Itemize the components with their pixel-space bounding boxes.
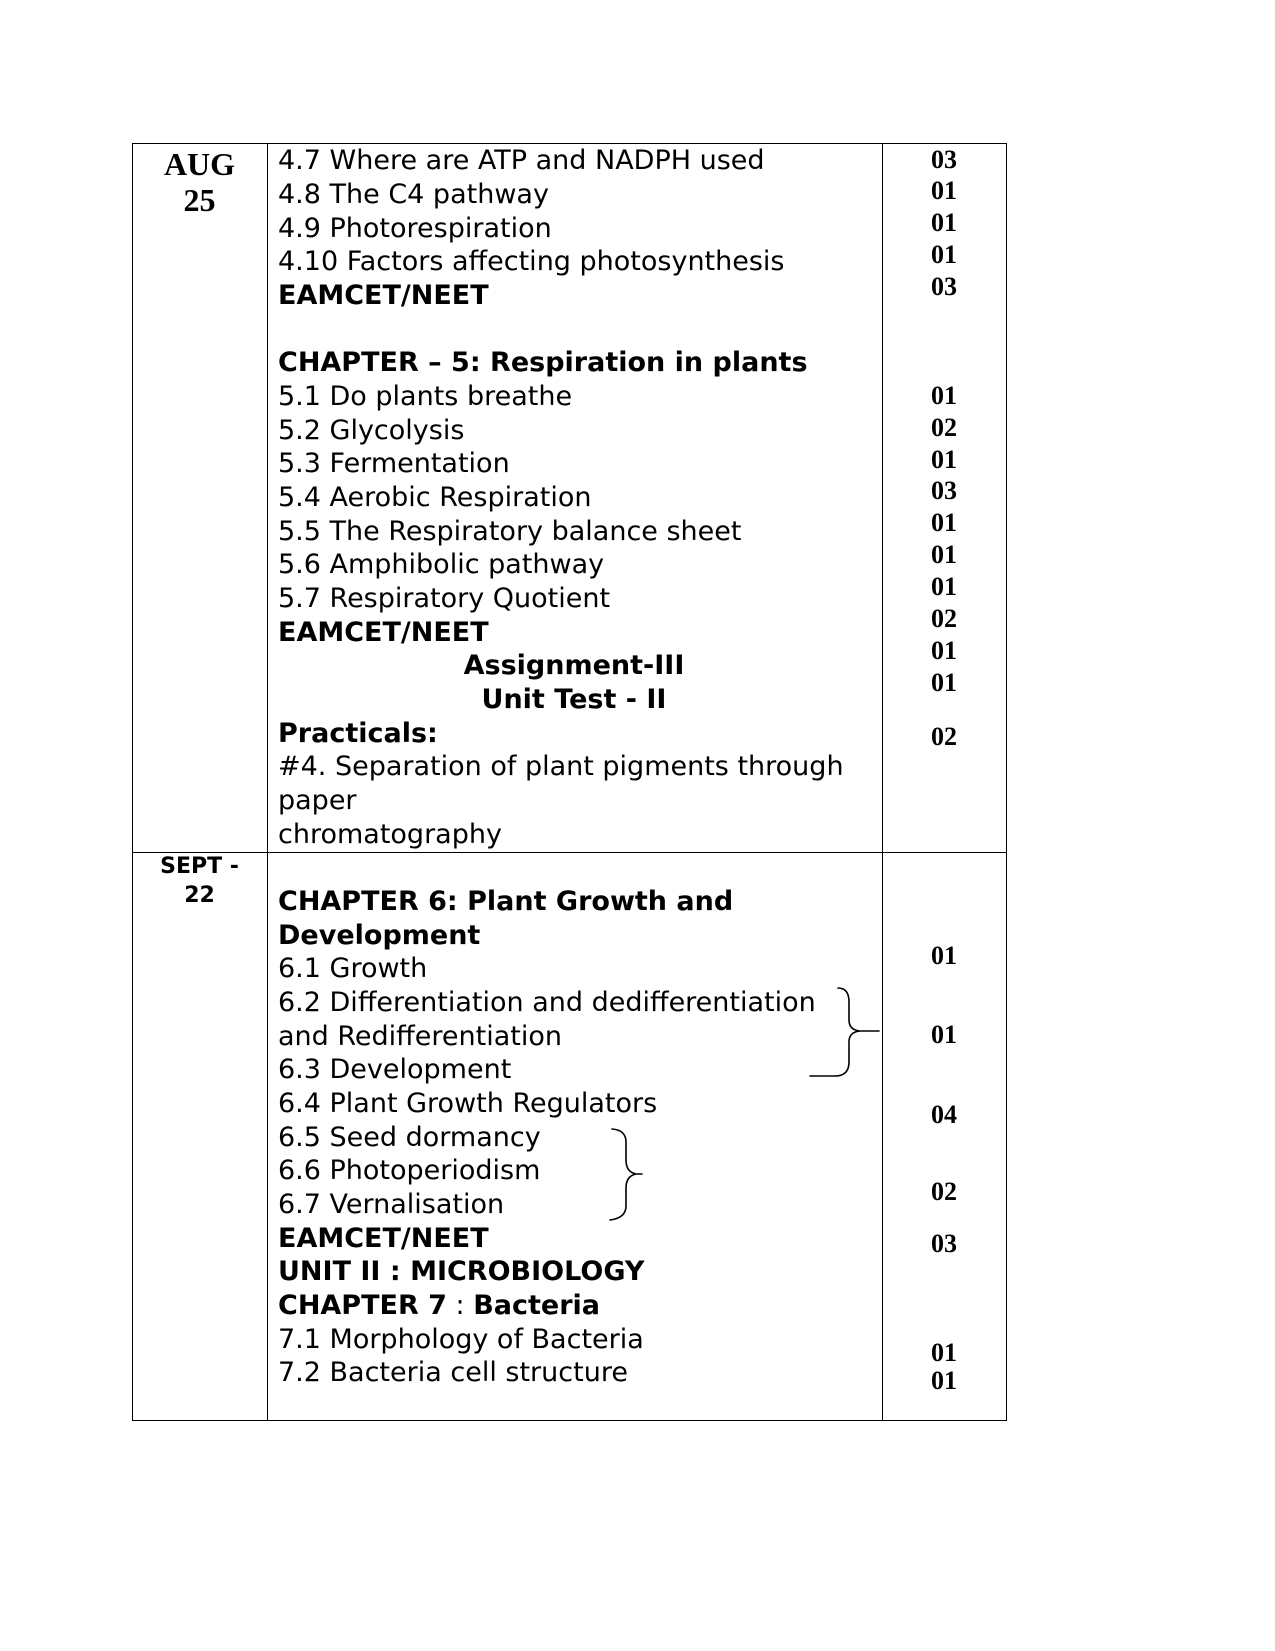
chapter-heading: CHAPTER 6: Plant Growth and <box>278 886 734 917</box>
unit-heading: UNIT II : MICROBIOLOGY <box>278 1256 645 1287</box>
topic-item: 6.5 Seed dormancy <box>278 1122 541 1153</box>
topic-item: 4.8 The C4 pathway <box>278 179 549 210</box>
period-count: 04 <box>931 1100 957 1129</box>
period-count: 01 <box>931 508 957 537</box>
period-count: 01 <box>931 540 957 569</box>
period-count: 01 <box>931 668 957 697</box>
topic-item: 5.6 Amphibolic pathway <box>278 549 605 580</box>
exam-label: EAMCET/NEET <box>278 1223 489 1254</box>
period-count: 03 <box>931 272 957 301</box>
month-cell-sept <box>132 852 267 1420</box>
topic-item: 6.4 Plant Growth Regulators <box>278 1088 658 1119</box>
period-count: 01 <box>931 636 957 665</box>
period-count: 01 <box>931 240 957 269</box>
chapter-heading: CHAPTER – 5: Respiration in plants <box>278 347 808 378</box>
period-count: 03 <box>931 145 957 174</box>
chapter-title: Bacteria <box>473 1290 601 1321</box>
chapter-heading: Development <box>278 920 481 951</box>
topics-cell-sept <box>278 852 878 1420</box>
topic-item: 5.3 Fermentation <box>278 448 510 479</box>
period-count: 01 <box>931 176 957 205</box>
topic-item: 5.7 Respiratory Quotient <box>278 583 611 614</box>
column-divider-1 <box>267 143 268 1421</box>
table-border-right <box>1006 143 1007 1421</box>
exam-label: EAMCET/NEET <box>278 280 489 311</box>
chapter-separator: : <box>446 1290 474 1321</box>
topic-item: 7.2 Bacteria cell structure <box>278 1357 628 1388</box>
topic-item: 5.5 The Respiratory balance sheet <box>278 516 742 547</box>
month-label: SEPT - <box>160 854 239 879</box>
chapter-heading <box>278 1289 600 1323</box>
month-cell-aug <box>132 143 267 852</box>
practical-item: #4. Separation of plant pigments through <box>278 751 844 782</box>
period-count: 01 <box>931 1338 957 1367</box>
period-count: 02 <box>931 722 957 751</box>
periods-cell-aug <box>882 143 1006 852</box>
table-border-bottom <box>132 1420 1007 1421</box>
topic-item: 6.7 Vernalisation <box>278 1189 505 1220</box>
topic-item: 5.4 Aerobic Respiration <box>278 482 592 513</box>
assignment-label: Assignment-III <box>463 650 685 681</box>
brace-6-2-to-6-3 <box>805 980 885 1080</box>
topic-item: 4.7 Where are ATP and NADPH used <box>278 145 765 176</box>
period-count: 01 <box>931 445 957 474</box>
period-count: 03 <box>931 1229 957 1258</box>
period-count: 02 <box>931 604 957 633</box>
topic-item: 6.6 Photoperiodism <box>278 1155 541 1186</box>
period-count: 02 <box>931 1177 957 1206</box>
practicals-heading: Practicals: <box>278 718 438 749</box>
month-label: AUG <box>163 146 236 182</box>
period-count: 02 <box>931 413 957 442</box>
topic-item: 7.1 Morphology of Bacteria <box>278 1324 644 1355</box>
period-count: 03 <box>931 476 957 505</box>
topic-item: 5.1 Do plants breathe <box>278 381 573 412</box>
period-count: 01 <box>931 941 957 970</box>
period-count: 01 <box>931 208 957 237</box>
period-count: 01 <box>931 1366 957 1395</box>
topic-item: and Redifferentiation <box>278 1021 562 1052</box>
topic-item: 4.10 Factors affecting photosynthesis <box>278 246 785 277</box>
period-count: 01 <box>931 381 957 410</box>
exam-label: EAMCET/NEET <box>278 617 489 648</box>
month-date: 22 <box>184 883 215 908</box>
practical-item: paper <box>278 785 357 816</box>
period-count: 01 <box>931 572 957 601</box>
topics-cell-aug <box>278 143 878 852</box>
topic-item: 4.9 Photorespiration <box>278 213 552 244</box>
topic-item: 6.3 Development <box>278 1054 512 1085</box>
brace-6-5-to-6-7 <box>600 1120 650 1224</box>
chapter-number: CHAPTER 7 <box>278 1290 447 1321</box>
periods-cell-sept <box>882 852 1006 1420</box>
topic-item: 5.2 Glycolysis <box>278 415 465 446</box>
unit-test-label: Unit Test - II <box>481 684 667 715</box>
topic-item: 6.2 Differentiation and dedifferentiation <box>278 987 816 1018</box>
topic-item: 6.1 Growth <box>278 953 428 984</box>
period-count: 01 <box>931 1020 957 1049</box>
month-date: 25 <box>183 182 216 218</box>
practical-item: chromatography <box>278 819 502 850</box>
